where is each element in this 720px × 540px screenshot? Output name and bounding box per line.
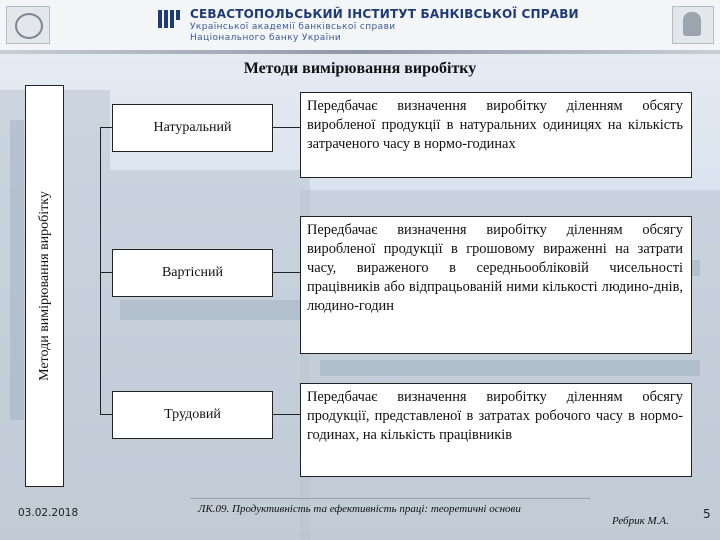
- slide-title: Методи вимірювання виробітку: [243, 60, 477, 77]
- bank-emblem-logo: [672, 6, 714, 44]
- institute-logo-mark: [158, 10, 180, 28]
- connector-trunk: [100, 127, 101, 414]
- connector-method-2: [100, 272, 112, 273]
- side-label-text: Методи вимірювання виробітку: [36, 191, 52, 381]
- method-box-value: [112, 249, 273, 297]
- institute-subtitle-1: Української академії банківської справи: [190, 22, 396, 32]
- institute-name: СЕВАСТОПОЛЬСЬКИЙ ІНСТИТУТ БАНКІВСЬКОЇ СПРАВИ: [190, 7, 579, 21]
- description-box-natural: Передбачає визначення виробітку діленням обсягу виробленої продукції в натуральних одиницях на кількість затраченого часу в нормо-годинах: [300, 92, 692, 178]
- connector-desc-3: [271, 414, 300, 415]
- method-label: Трудовий: [164, 407, 221, 422]
- connector-desc-2: [271, 272, 300, 273]
- connector-desc-1: [271, 127, 300, 128]
- footer-date: 03.02.2018: [18, 507, 79, 519]
- method-label: Натуральний: [153, 120, 232, 135]
- footer-divider: [190, 498, 590, 499]
- footer-lecture-title: ЛК.09. Продуктивність та ефективність праці: теоретичні основи: [198, 503, 521, 515]
- method-label: Вартісний: [161, 265, 224, 280]
- page-number: 5: [703, 507, 711, 521]
- description-box-value: Передбачає визначення виробітку діленням обсягу виробленої продукції в грошовому вираженні на затрати часу, вираженого в середньообліковій чисельності працівників або відпрацьованій ними кількості людино-днів, людино-годин: [300, 216, 692, 354]
- method-box-labor: [112, 391, 273, 439]
- institute-subtitle-2: Національного банку України: [190, 33, 342, 43]
- method-box-natural: [112, 104, 273, 152]
- connector-method-3: [100, 414, 112, 415]
- slide-header: [0, 0, 720, 51]
- side-label-box: [25, 85, 64, 487]
- header-divider: [0, 50, 720, 54]
- connector-method-1: [100, 127, 112, 128]
- description-box-labor: Передбачає визначення виробітку діленням обсягу продукції, представленої в затратах робочого часу в нормо-годинах, на кількість працівників: [300, 383, 692, 477]
- coat-of-arms-logo: [6, 6, 50, 44]
- footer-author: Ребрик М.А.: [612, 515, 669, 527]
